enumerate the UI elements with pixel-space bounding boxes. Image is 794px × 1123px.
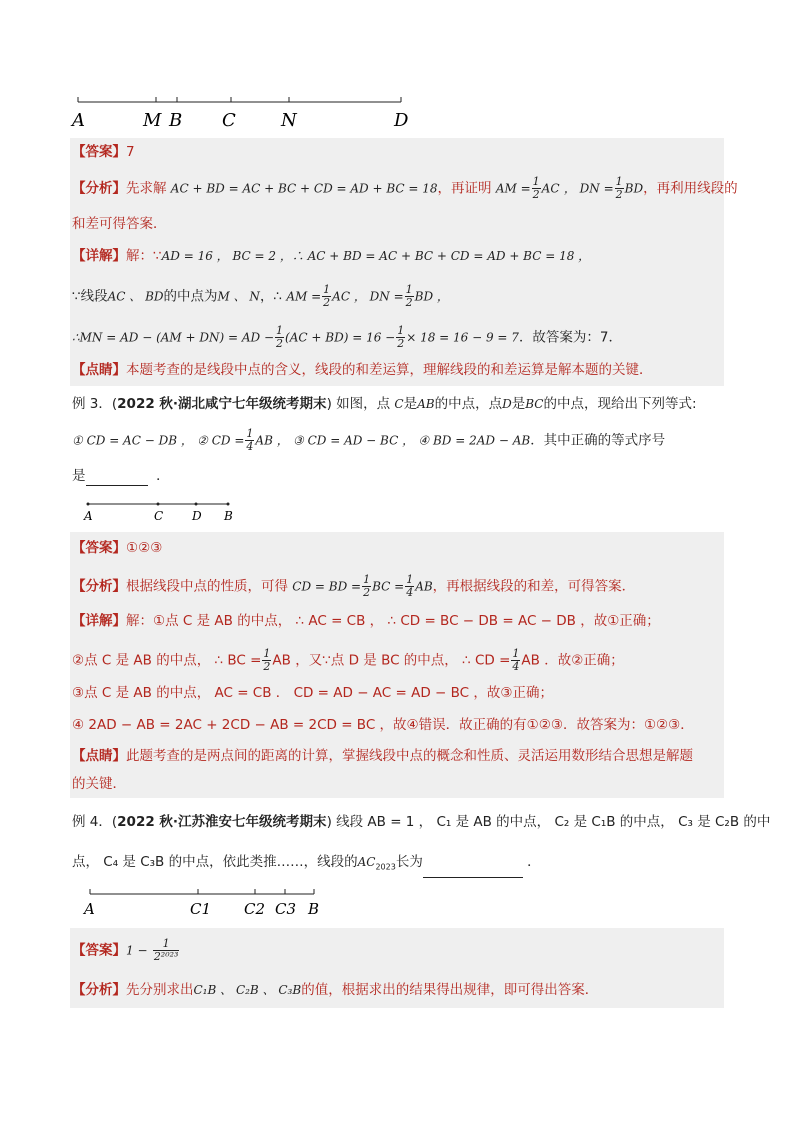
point-line: 【点睛】本题考查的是线段中点的含义，线段的和差运算，理解线段的和差运算是解本题的关键． — [72, 362, 653, 378]
detail-line-3: ③点 C 是 AB 的中点， AC = CB ． CD = AD − AC = AD − BC ，故③正确； — [72, 685, 553, 701]
analysis-line: 【分析】先分别求出C₁B 、 C₂B 、 C₃B的值，根据求出的结果得出规律，即可得出答案． — [72, 982, 599, 998]
point-label: A — [84, 900, 95, 918]
point-label: C2 — [244, 900, 266, 918]
answer-blank[interactable] — [86, 471, 148, 486]
detail-line-3: ∴MN = AD − (AM + DN) = AD − $\frac{1}{2}$ (AC + BD) = 16 − $\frac{1}{2}$ × 18 = 16 − 9 = 7．故答案为：7． — [72, 324, 623, 350]
detail-line-4: ④ 2AD − AB = 2AC + 2CD − AB = 2CD = BC ，故④错误．故正确的有①②③．故答案为：①②③． — [72, 717, 694, 733]
point-label: D — [192, 509, 202, 523]
example-4-line-2: 点， C₄ 是 C₃B 的中点，依此类推……，线段的$AC_{2023}$长为 ． — [72, 852, 541, 878]
point-label: C — [222, 110, 236, 131]
point-label: C — [154, 509, 164, 523]
detail-line-1: 【详解】解：∵AD = 16 ， BC = 2 ，∴ AC + BD = AC + BC + CD = AD + BC = 18 ， — [72, 248, 591, 264]
point-label: A — [72, 110, 85, 131]
point-line-1: 【点睛】此题考查的是两点间的距离的计算，掌握线段中点的概念和性质、灵活运用数形结合思想是解题 — [72, 748, 693, 764]
point-label: B — [224, 509, 233, 523]
point-label: N — [281, 110, 297, 131]
detail-line-1: 【详解】解：①点 C 是 AB 的中点， ∴ AC = CB ， ∴ CD = BC − DB = AC − DB ，故①正确； — [72, 613, 660, 629]
answer-line: 【答案】7 — [72, 144, 135, 160]
point-label: B — [308, 900, 320, 918]
answer-line: 【答案】1 − $\frac{1}{\text{2²⁰²³}}$ — [72, 937, 179, 963]
answer-line: 【答案】①②③ — [72, 540, 163, 556]
analysis-line: 【分析】先求解 AC + BD = AC + BC + CD = AD + BC = 18，再证明 AM = $\frac{1}{2}$ AC ， DN = $\frac{1}{2}$ BD，再利用线段的 — [72, 175, 738, 201]
example-3-blank-line: 是 ． — [72, 468, 170, 484]
point-label: A — [84, 509, 93, 523]
point-label: C1 — [190, 900, 212, 918]
segment-figure-amb-cnd — [70, 92, 420, 132]
point-line-2: 的关键． — [72, 776, 126, 792]
point-label: M — [143, 110, 162, 131]
segment-figure-ac1c2c3b — [80, 886, 330, 920]
detail-line-2: ∵线段AC 、 BD的中点为M 、 N，∴ AM = $\frac{1}{2}$ AC ， DN = $\frac{1}{2}$ BD ， — [72, 283, 449, 309]
segment-figure-acdb — [80, 498, 240, 526]
detail-line-2: ②点 C 是 AB 的中点， ∴ BC = $\frac{1}{2}$ AB ，又∵点 D 是 BC 的中点， ∴ CD = $\frac{1}{4}$ AB ．故②正确； — [72, 647, 624, 673]
analysis-line-2: 和差可得答案． — [72, 216, 167, 232]
point-label: C3 — [275, 900, 297, 918]
example-4-title: 例 4．(2022 秋·江苏淮安七年级统考期末) 线段 AB = 1 ， C₁ 是 AB 的中点， C₂ 是 C₁B 的中点， C₃ 是 C₂B 的中 — [72, 814, 771, 830]
example-3-equations: ① CD = AC − DB ， ② CD = $\frac{1}{4}$ AB ， ③ CD = AD − BC ， ④ BD = 2AD − AB．其中正确的等式序号 — [72, 427, 666, 453]
example-3-title: 例 3．(2022 秋·湖北咸宁七年级统考期末) 如图，点 C是AB的中点，点D是BC的中点，现给出下列等式: — [72, 396, 697, 412]
analysis-line: 【分析】根据线段中点的性质，可得 CD = BD = $\frac{1}{2}$ BC = $\frac{1}{4}$ AB，再根据线段的和差，可得答案． — [72, 573, 636, 599]
point-label: B — [169, 110, 183, 131]
point-label: D — [394, 110, 409, 131]
answer-blank[interactable] — [423, 863, 523, 878]
